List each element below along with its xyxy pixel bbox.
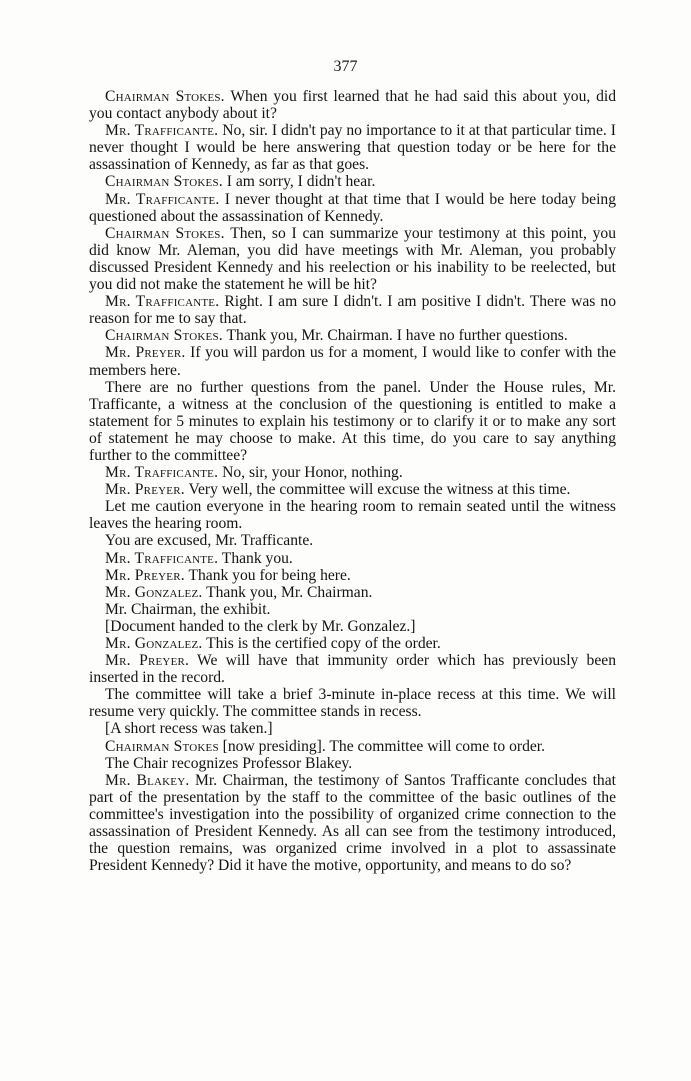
speaker-name: Chairman Stokes. — [105, 224, 225, 242]
speaker-name: Mr. Trafficante. — [105, 549, 219, 567]
speaker-name: Mr. Gonzalez. — [105, 635, 203, 652]
paragraph-text: Thank you. — [218, 549, 293, 567]
speaker-name: Chairman Stokes. — [105, 88, 225, 105]
paragraph-text: No, sir, your Honor, nothing. — [218, 464, 403, 482]
speaker-name: Mr. Preyer. — [105, 344, 186, 362]
transcript-paragraph — [89, 618, 616, 635]
transcript-paragraph — [89, 327, 616, 344]
speaker-name: Mr. Trafficante. — [105, 293, 220, 311]
transcript-paragraph — [89, 532, 616, 549]
paragraph-text: There are no further questions from the panel. Under the House rules, Mr. Trafficante, a witness at the conclusion of the questioning is entitled to make a statement for 5 minutes to explain his testimony or to clarify it or to make any sort of statement he may choose to make. At this time, do you care to say anything further to the committee? — [89, 378, 616, 464]
paragraph-text: When you first learned that he had said this about you, did you contact anybody about it? — [89, 88, 617, 123]
transcript-paragraph — [89, 173, 616, 190]
speaker-name: Mr. Preyer. — [105, 566, 185, 584]
paragraph-text: Thank you for being here. — [184, 566, 351, 584]
paragraph-text: We will have that immunity order which has previously been inserted in the record. — [89, 652, 616, 687]
speaker-name: Mr. Preyer. — [105, 652, 190, 670]
paragraph-text: Mr. Chairman, the exhibit. — [105, 600, 271, 618]
transcript-paragraph — [89, 772, 616, 875]
transcript-body — [89, 88, 616, 874]
transcript-paragraph — [89, 225, 616, 293]
paragraph-text: I am sorry, I didn't hear. — [222, 173, 376, 191]
paragraph-text: [A short recess was taken.] — [105, 720, 273, 738]
paragraph-text: The Chair recognizes Professor Blakey. — [105, 754, 353, 772]
transcript-paragraph — [89, 481, 616, 498]
transcript-paragraph — [89, 122, 616, 173]
transcript-paragraph — [89, 686, 616, 720]
paragraph-text: I never thought at that time that I would be here today being questioned about the assassination of Kennedy. — [89, 190, 617, 225]
speaker-name: Mr. Trafficante. — [105, 464, 219, 482]
paragraph-text: [Document handed to the clerk by Mr. Gonzalez.] — [105, 617, 416, 635]
speaker-name: Chairman Stokes. — [105, 327, 223, 345]
transcript-paragraph — [89, 567, 616, 584]
transcript-paragraph — [89, 293, 616, 327]
paragraph-text: Very well, the committee will excuse the witness at this time. — [184, 481, 571, 499]
transcript-paragraph — [89, 584, 616, 601]
transcript-paragraph — [89, 720, 616, 737]
paragraph-text: If you will pardon us for a moment, I would like to confer with the members here. — [89, 344, 617, 379]
transcript-paragraph — [89, 191, 616, 225]
transcript-paragraph — [89, 379, 616, 464]
speaker-name: Chairman Stokes. — [105, 173, 223, 191]
paragraph-text: No, sir. I didn't pay no importance to it at that particular time. I never thought I would be here answering that question today or be here for the assassination of Kennedy, as far as that goes. — [89, 122, 617, 174]
transcript-paragraph — [89, 498, 616, 532]
transcript-paragraph — [89, 344, 616, 378]
paragraph-text: Then, so I can summarize your testimony at this point, you did know Mr. Aleman, you did have meetings with Mr. Aleman, you probably discussed President Kennedy and his reelection or his inability to be reelected, but you did not make the statement he will be hit? — [89, 224, 616, 294]
transcript-paragraph — [89, 738, 616, 755]
paragraph-text: [now presiding]. The committee will come to order. — [218, 737, 546, 755]
transcript-paragraph — [89, 550, 616, 567]
transcript-paragraph — [89, 88, 616, 122]
paragraph-text: The committee will take a brief 3-minute in-place recess at this time. We will resume very quickly. The committee stands in recess. — [89, 686, 616, 721]
transcript-paragraph — [89, 601, 616, 618]
paragraph-text: Right. I am sure I didn't. I am positive I didn't. There was no reason for me to say that. — [89, 293, 616, 328]
paragraph-text: Mr. Chairman, the testimony of Santos Trafficante concludes that part of the presentation by the staff to the committee of the basic outlines of the committee's investigation into the possibility of organized crime connection to the assassination of President Kennedy. As all can see from the testimony introduced, the question remains, was organized crime involved in a plot to assassinate President Kennedy? Did it have the motive, opportunity, and means to do so? — [89, 771, 616, 875]
page-number: 377 — [333, 58, 358, 75]
speaker-name: Mr. Preyer. — [105, 481, 185, 499]
speaker-name: Chairman Stokes — [105, 737, 219, 755]
paragraph-text: Thank you, Mr. Chairman. — [202, 583, 373, 601]
paragraph-text: This is the certified copy of the order. — [202, 635, 441, 652]
transcript-paragraph — [89, 635, 616, 652]
paragraph-text: You are excused, Mr. Trafficante. — [105, 532, 314, 550]
speaker-name: Mr. Gonzalez. — [105, 583, 203, 601]
speaker-name: Mr. Blakey. — [105, 771, 190, 789]
speaker-name: Mr. Trafficante. — [105, 122, 219, 140]
paragraph-text: Let me caution everyone in the hearing room to remain seated until the witness leaves the hearing room. — [89, 498, 616, 533]
transcript-paragraph — [89, 755, 616, 772]
transcript-paragraph — [89, 652, 616, 686]
paragraph-text: Thank you, Mr. Chairman. I have no further questions. — [222, 327, 568, 345]
transcript-paragraph — [89, 464, 616, 481]
speaker-name: Mr. Trafficante. — [105, 190, 220, 208]
